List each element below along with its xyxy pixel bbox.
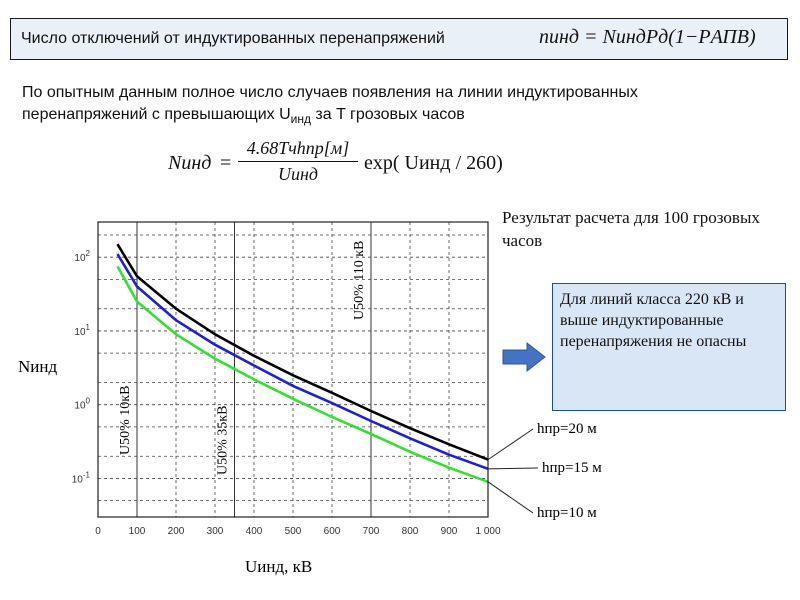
x-tick-label: 1 000 [475,526,501,537]
formula-equals: = [220,152,232,174]
legend-label: hпр=10 м [537,505,597,521]
x-tick-label: 400 [245,526,263,537]
arrow-shape [503,343,545,371]
chart-grid [98,222,488,517]
intro-line-2-start: перенапряжений с превышающих U [22,106,291,123]
legend-leader-line [488,482,533,513]
x-tick-label: 300 [206,526,224,537]
u50-marker-label: U50% 35кВ [215,405,231,475]
x-tick-label: 900 [440,526,458,537]
formula-numerator: 4.68Tчhпр[м] [238,138,358,162]
x-tick-label: 700 [362,526,380,537]
series-line [118,266,489,481]
legend-leader-line [488,429,533,460]
x-tick-label: 500 [284,526,302,537]
x-tick-label: 100 [128,526,146,537]
page-title: Число отключений от индуктированных перенапряжений [21,30,445,47]
series-line [118,244,489,459]
u50-marker-label: U50% 10кВ [118,385,133,455]
formula-rhs: exp( Uинд / 260) [364,152,503,174]
result-note: Результат расчета для 100 грозовых часов [502,208,760,250]
intro-line-2-sub: инд [290,112,311,127]
x-tick-label: 0 [95,526,101,537]
legend-leader-line [488,468,538,469]
chart-curves [117,244,488,482]
x-tick-label: 600 [323,526,341,537]
formula-denominator: Uинд [277,164,319,184]
formula-lhs: Nинд [168,152,212,174]
intro-line-1: По опытным данным полное число случаев появления на линии индуктированных [22,84,638,101]
y-axis-title: Nинд [18,357,58,376]
x-tick-label: 800 [401,526,419,537]
u50-marker-label: U50% 110 кВ [352,240,367,320]
y-tick-label: $10^1$ [74,322,90,338]
right-arrow-icon [503,343,545,371]
x-tick-label: 200 [167,526,185,537]
title-formula-text: nинд = NиндPд(1−PАПВ) [539,26,756,48]
intro-line-2-end: за T грозовых часов [310,106,465,123]
x-axis-title: Uинд, кВ [245,557,313,576]
y-tick-label: $10^{-1}$ [71,470,90,486]
chart-labels [18,241,602,576]
info-box: Для линий класса 220 кВ и выше индуктированные перенапряжения не опасны [552,283,786,411]
legend-label: hпр=20 м [537,421,597,437]
y-tick-label: $10^0$ [74,396,90,412]
legend-label: hпр=15 м [542,460,602,476]
y-tick-label: $10^2$ [74,249,90,265]
